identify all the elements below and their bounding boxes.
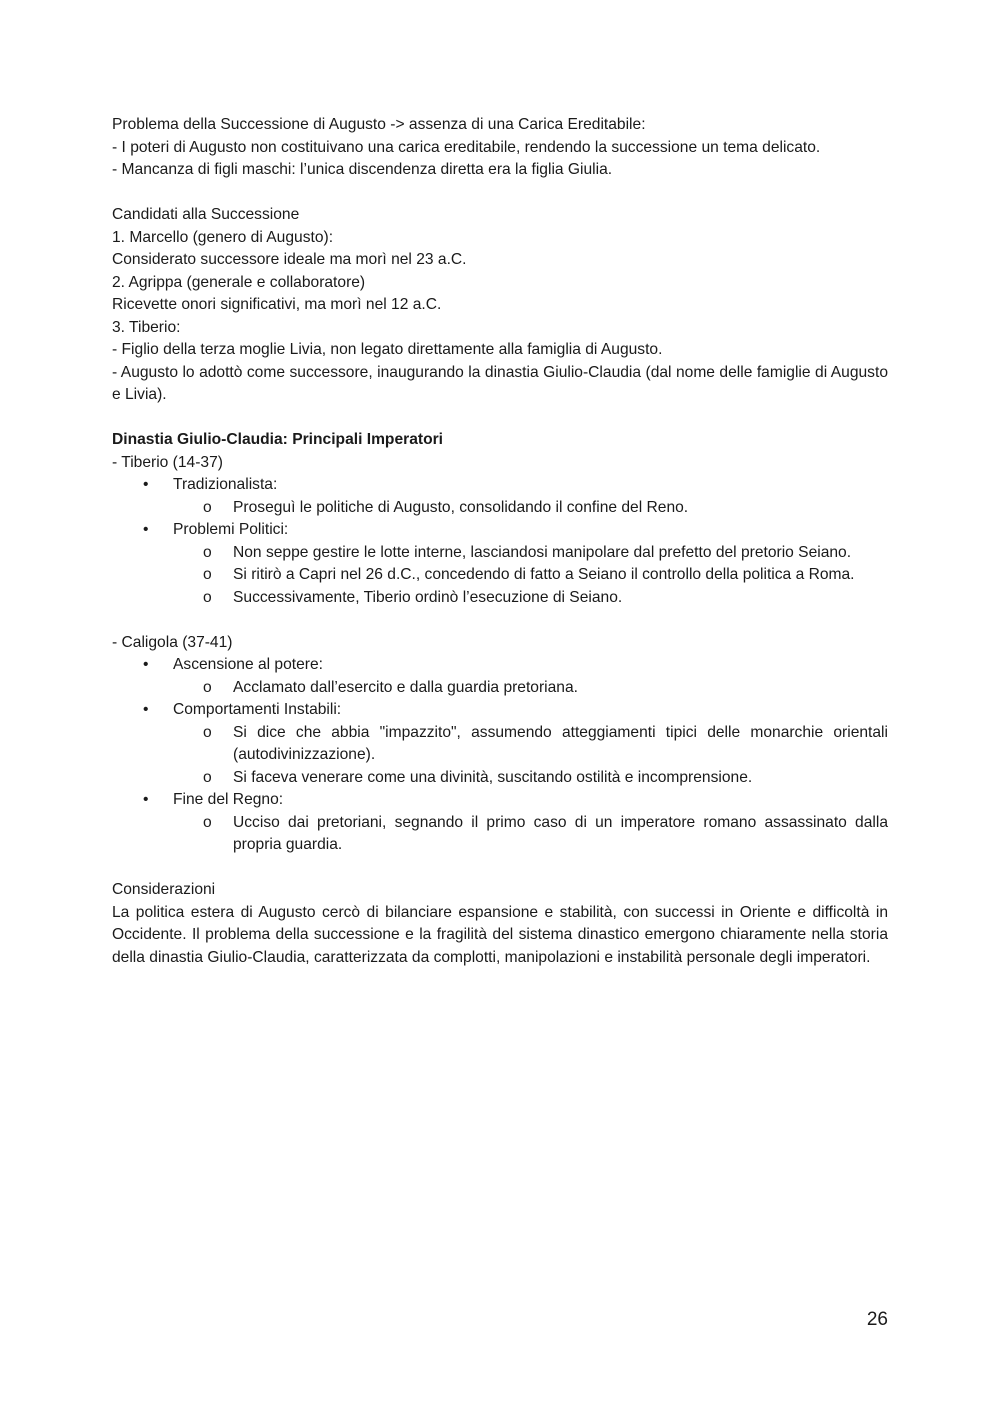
succession-problem-title: Problema della Successione di Augusto -> assenza di una Carica Ereditabile: xyxy=(112,116,646,133)
sub-list-item xyxy=(112,497,888,520)
bullet-marker: • xyxy=(143,701,149,718)
sub-list-item xyxy=(112,542,888,565)
candidate-line: Considerato successore ideale ma morì nel 23 a.C. xyxy=(112,251,467,268)
bullet-marker: • xyxy=(143,476,149,493)
candidate-line: 2. Agrippa (generale e collaboratore) xyxy=(112,273,366,291)
emperor-heading-tiberio: - Tiberio (14-37) xyxy=(112,453,223,471)
sub-bullet-marker: o xyxy=(203,543,212,561)
sub-list-item-text: Proseguì le politiche di Augusto, consolidando il confine del Reno. xyxy=(233,498,689,516)
list-item xyxy=(112,789,888,812)
sub-list-item xyxy=(112,677,888,700)
candidates-title: Candidati alla Successione xyxy=(112,206,300,223)
list-item-text: Problemi Politici: xyxy=(173,521,289,538)
powers-line: - I poteri di Augusto non costituivano una carica ereditabile, rendendo la successione un tema delicato. xyxy=(112,138,821,156)
sub-list-item xyxy=(112,587,888,610)
sub-list-item-text: Si dice che abbia "impazzito", assumendo atteggiamenti tipici delle monarchie orientali (autodivinizzazione). xyxy=(233,723,888,763)
list-item xyxy=(112,699,888,722)
list-item xyxy=(112,519,888,542)
bullet-marker: • xyxy=(143,521,149,538)
candidate-line: 3. Tiberio: xyxy=(112,318,181,336)
sub-list-item xyxy=(112,722,888,767)
bullet-marker: • xyxy=(143,656,149,673)
list-item xyxy=(112,474,888,497)
sub-list-item xyxy=(112,812,888,857)
sub-bullet-marker: o xyxy=(203,566,212,583)
sub-list-item-text: Ucciso dai pretoriani, segnando il primo caso di un imperatore romano assassinato dalla propria guardia. xyxy=(233,813,888,853)
dynasty-heading: Dinastia Giulio-Claudia: Principali Imperatori xyxy=(112,431,443,448)
considerations-paragraph: La politica estera di Augusto cercò di bilanciare espansione e stabilità, con successi in Oriente e difficoltà in Occidente. Il problema della successione e la fragilità del sistema dinastico emergono chiaramente nella storia della dinastia Giulio-Claudia, caratterizzata da complotti, manipolazioni e instabilità personale degli imperatori. xyxy=(112,903,888,966)
considerations-title: Considerazioni xyxy=(112,881,216,898)
page-number: 26 xyxy=(866,1309,888,1330)
list-item-text: Fine del Regno: xyxy=(173,791,284,808)
emperor-heading-caligola: - Caligola (37-41) xyxy=(112,633,233,651)
candidate-line: - Augusto lo adottò come successore, inaugurando la dinastia Giulio-Claudia (dal nome delle famiglie di Augusto e Livia). xyxy=(112,363,888,403)
sub-list-item xyxy=(112,767,888,790)
sub-list-item-text: Successivamente, Tiberio ordinò l’esecuzione di Seiano. xyxy=(233,588,623,606)
sub-list-item-text: Si faceva venerare come una divinità, suscitando ostilità e incomprensione. xyxy=(233,768,753,786)
document-page xyxy=(112,114,888,969)
candidate-line: Ricevette onori significativi, ma morì nel 12 a.C. xyxy=(112,296,442,313)
sub-list-item-text: Si ritirò a Capri nel 26 d.C., concedendo di fatto a Seiano il controllo della politica a Roma. xyxy=(233,566,855,583)
sub-bullet-marker: o xyxy=(203,678,212,696)
bullet-marker: • xyxy=(143,791,149,808)
list-item-text: Tradizionalista: xyxy=(173,476,278,493)
list-item-text: Comportamenti Instabili: xyxy=(173,701,342,718)
no-sons-line: - Mancanza di figli maschi: l’unica discendenza diretta era la figlia Giulia. xyxy=(112,161,613,178)
sub-bullet-marker: o xyxy=(203,588,212,606)
sub-list-item-text: Acclamato dall’esercito e dalla guardia pretoriana. xyxy=(233,678,578,696)
sub-bullet-marker: o xyxy=(203,768,212,786)
candidate-line: 1. Marcello (genero di Augusto): xyxy=(112,228,334,246)
list-item xyxy=(112,654,888,677)
candidate-line: - Figlio della terza moglie Livia, non legato direttamente alla famiglia di Augusto. xyxy=(112,341,663,358)
sub-bullet-marker: o xyxy=(203,498,212,516)
list-item-text: Ascensione al potere: xyxy=(173,656,323,673)
sub-list-item xyxy=(112,564,888,587)
sub-bullet-marker: o xyxy=(203,723,212,741)
sub-bullet-marker: o xyxy=(203,813,212,831)
sub-list-item-text: Non seppe gestire le lotte interne, lasciandosi manipolare dal prefetto del pretorio Seiano. xyxy=(233,543,852,561)
